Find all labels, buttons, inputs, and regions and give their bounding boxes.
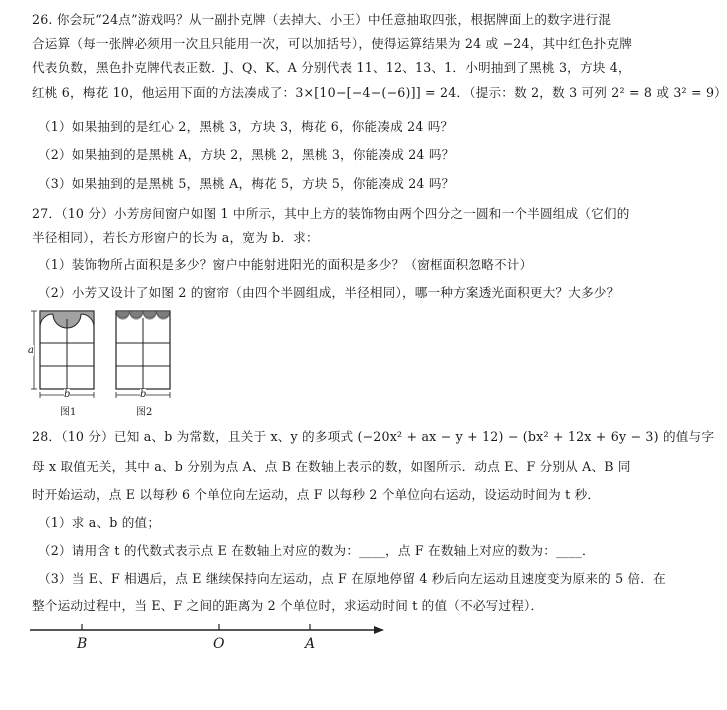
q26-sub1: （1）如果抽到的是红心 2，黑桃 3，方块 3，梅花 6，你能凑成 24 吗？ xyxy=(38,119,454,134)
q26-line3: 代表负数，黑色扑克牌代表正数．J、Q、K、A 分别代表 11、12、13、1．小明抽到了黑桃 3，方块 4， xyxy=(32,60,631,75)
q28-sub2: （2）请用含 t 的代数式表示点 E 在数轴上对应的数为：____，点 F 在数轴上对应的数为：____． xyxy=(38,543,595,558)
point-b-label: B xyxy=(77,636,88,652)
q26-sub2: （2）如果抽到的是黑桃 A，方块 2，黑桃 2，黑桃 3，你能凑成 24 吗？ xyxy=(38,147,455,162)
origin-label: O xyxy=(213,636,225,652)
figure-2 xyxy=(108,309,184,417)
fig1-dim-b: b xyxy=(64,389,71,400)
fig1-dim-a: a xyxy=(28,345,34,356)
q28-line3: 时开始运动，点 E 以每秒 6 个单位向左运动，点 F 以每秒 2 个单位向右运动，设运动时间为 t 秒． xyxy=(32,487,601,502)
q28-sub3-line2: 整个运动过程中，当 E、F 之间的距离为 2 个单位时，求运动时间 t 的值（不必写过程）． xyxy=(32,598,544,613)
figure-1 xyxy=(28,309,108,417)
point-a-label: A xyxy=(305,636,316,652)
q26-line2: 合运算（每一张牌必须用一次且只能用一次，可以加括号），使得运算结果为 24 或 −24，其中红色扑克牌 xyxy=(32,36,633,51)
q26-sub3: （3）如果抽到的是黑桃 5，黑桃 A，梅花 5，方块 5，你能凑成 24 吗？ xyxy=(38,176,455,191)
q28-line1: 28．（10 分）已知 a、b 为常数，且关于 x、y 的多项式 (−20x² + ax − y + 12) − (bx² + 12x + 6y − 3) 的值与字 xyxy=(32,429,715,444)
q27-line2: 半径相同），若长方形窗户的长为 a，宽为 b．求： xyxy=(32,230,319,245)
q26-line4: 红桃 6，梅花 10，他运用下面的方法凑成了：3×[10−[−4−(−6)]] = 24．（提示：数 2，数 3 可列 2² = 8 或 3² = 9） xyxy=(32,85,727,100)
number-line xyxy=(0,618,644,658)
fig1-caption: 图1 xyxy=(60,407,77,418)
fig2-caption: 图2 xyxy=(136,407,153,418)
fig2-dim-b: b xyxy=(140,389,147,400)
q27-sub2: （2）小芳又设计了如图 2 的窗帘（由四个半圆组成，半径相同），哪一种方案透光面积更大？大多少？ xyxy=(38,285,620,300)
q26-line1: 26. 你会玩“24点”游戏吗？从一副扑克牌（去掉大、小王）中任意抽取四张，根据牌面上的数字进行混 xyxy=(32,12,612,27)
q27-line1: 27．（10 分）小芳房间窗户如图 1 中所示，其中上方的装饰物由两个四分之一圆和一个半圆组成（它们的 xyxy=(32,206,630,221)
q28-sub1: （1）求 a、b 的值； xyxy=(38,515,161,530)
q28-line2: 母 x 取值无关，其中 a、b 分别为点 A、点 B 在数轴上表示的数，如图所示．动点 E、F 分别从 A、B 同 xyxy=(32,459,631,474)
q27-sub1: （1）装饰物所占面积是多少？窗户中能射进阳光的面积是多少？（窗框面积忽略不计） xyxy=(38,257,533,272)
q28-sub3-line1: （3）当 E、F 相遇后，点 E 继续保持向左运动，点 F 在原地停留 4 秒后向左运动且速度变为原来的 5 倍．在 xyxy=(38,571,666,586)
